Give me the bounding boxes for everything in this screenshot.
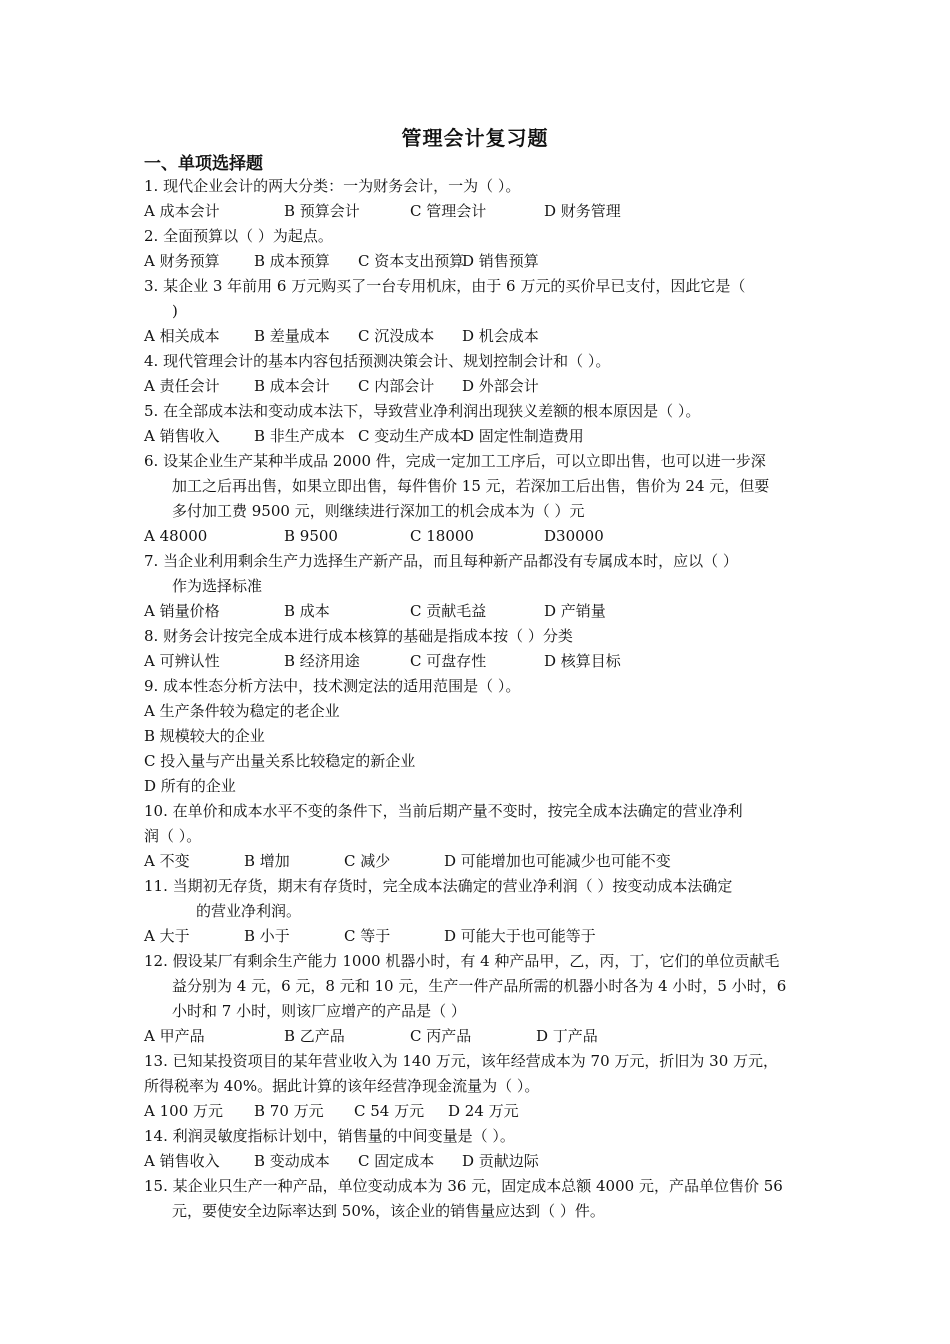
option-b: B 变动成本 [254,1152,330,1170]
option-row [144,374,814,399]
question-6 [144,449,814,549]
option-c: C 固定成本 [358,1152,435,1170]
option-b: B 乙产品 [284,1027,345,1045]
option-c: C 管理会计 [410,202,487,220]
option-d: D 产销量 [544,602,606,620]
option-b: B 9500 [284,527,338,545]
question-7 [144,549,814,624]
question-text-continued: 所得税率为 40%。据此计算的该年经营净现金流量为（ ）。 [144,1077,540,1095]
question-text-continued: 润（ ）。 [144,827,202,845]
option-d: D 丁产品 [536,1027,598,1045]
option-d: D 固定性制造费用 [462,427,584,445]
question-text: 2. 全面预算以（ ）为起点。 [144,227,333,245]
question-text: 4. 现代管理会计的基本内容包括预测决策会计、规划控制会计和（ ）。 [144,352,611,370]
question-text: 7. 当企业利用剩余生产力选择生产新产品，而且每种新产品都没有专属成本时，应以（ ） [144,552,738,570]
question-text: 6. 设某企业生产某种半成品 2000 件，完成一定加工工序后，可以立即出售，也可以进一步深 [144,452,766,470]
option-d: D 所有的企业 [144,777,236,795]
question-text-continued: 多付加工费 9500 元，则继续进行深加工的机会成本为（ ）元 [172,502,585,520]
option-d: D 可能大于也可能等于 [444,927,596,945]
question-text-continued: 元，要使安全边际率达到 50%，该企业的销售量应达到（ ）件。 [172,1202,605,1220]
question-5 [144,399,814,449]
option-b: B 差量成本 [254,327,330,345]
option-a: A 财务预算 [144,252,220,270]
option-b: B 经济用途 [284,652,360,670]
option-a: A 可辨认性 [144,652,220,670]
question-11 [144,874,814,949]
option-c: C 可盘存性 [410,652,487,670]
option-row [144,1149,814,1174]
question-text-continued: 的营业净利润。 [196,902,302,920]
section-heading: 一、单项选择题 [144,154,263,174]
option-b: B 小于 [244,927,290,945]
question-text: 11. 当期初无存货，期末有存货时，完全成本法确定的营业净利润（ ）按变动成本法确定 [144,877,733,895]
option-a: A 48000 [144,527,208,545]
option-a: A 甲产品 [144,1027,205,1045]
question-text: 14. 利润灵敏度指标计划中，销售量的中间变量是（ ）。 [144,1127,515,1145]
question-2 [144,224,814,274]
question-text-continued: 小时和 7 小时，则该厂应增产的产品是（ ） [172,1002,466,1020]
question-text: 8. 财务会计按完全成本进行成本核算的基础是指成本按（ ）分类 [144,627,573,645]
option-d: D 销售预算 [462,252,539,270]
option-c: C 变动生产成本 [358,427,465,445]
option-row [144,324,814,349]
question-text: 12. 假设某厂有剩余生产能力 1000 机器小时，有 4 种产品甲，乙，丙，丁，它们的单位贡献毛 [144,952,780,970]
question-text: 5. 在全部成本法和变动成本法下，导致营业净利润出现狭义差额的根本原因是（ ）。 [144,402,701,420]
option-a: A 100 万元 [144,1102,223,1120]
option-d: D 核算目标 [544,652,621,670]
option-b: B 非生产成本 [254,427,345,445]
option-d: D30000 [544,527,604,545]
question-text-continued: 作为选择标准 [172,577,263,595]
question-text: 3. 某企业 3 年前用 6 万元购买了一台专用机床，由于 6 万元的买价早已支付，因此它是（ [144,277,746,295]
option-a: A 相关成本 [144,327,220,345]
option-c: C 投入量与产出量关系比较稳定的新企业 [144,752,416,770]
option-row [144,599,814,624]
option-row [144,424,814,449]
option-row [144,924,814,949]
question-10 [144,799,814,874]
option-d: D 可能增加也可能减少也可能不变 [444,852,671,870]
option-a: A 销售收入 [144,427,220,445]
option-a: A 大于 [144,927,190,945]
option-c: C 等于 [344,927,391,945]
question-12 [144,949,814,1049]
option-d: D 外部会计 [462,377,539,395]
question-text-continued: 益分别为 4 元，6 元，8 元和 10 元，生产一件产品所需的机器小时各为 4 小时，5 小时，6 [172,977,787,995]
question-8 [144,624,814,674]
option-c: C 资本支出预算 [358,252,465,270]
option-d: D 24 万元 [448,1102,519,1120]
option-b: B 成本 [284,602,330,620]
question-3 [144,274,814,349]
option-c: C 沉没成本 [358,327,435,345]
option-c: C 内部会计 [358,377,435,395]
option-a: A 销售收入 [144,1152,220,1170]
question-list [144,174,814,1224]
option-row [144,1024,814,1049]
option-row [144,649,814,674]
question-9 [144,674,814,799]
question-1 [144,174,814,224]
question-text: 1. 现代企业会计的两大分类：一为财务会计，一为（ ）。 [144,177,521,195]
option-row [144,849,814,874]
option-b: B 成本会计 [254,377,330,395]
option-b: B 70 万元 [254,1102,324,1120]
option-row [144,524,814,549]
question-13 [144,1049,814,1124]
option-c: C 丙产品 [410,1027,472,1045]
option-a: A 生产条件较为稳定的老企业 [144,702,340,720]
question-text-continued: 加工之后再出售，如果立即出售，每件售价 15 元，若深加工后出售，售价为 24 元，但要 [172,477,770,495]
question-text: 13. 已知某投资项目的某年营业收入为 140 万元，该年经营成本为 70 万元，折旧为 30 万元， [144,1052,779,1070]
option-row [144,199,814,224]
option-c: C 减少 [344,852,391,870]
option-b: B 规模较大的企业 [144,727,265,745]
question-4 [144,349,814,399]
document-title: 管理会计复习题 [401,126,549,150]
option-d: D 机会成本 [462,327,539,345]
question-text: 10. 在单价和成本水平不变的条件下，当前后期产量不变时，按完全成本法确定的营业净利 [144,802,743,820]
question-text: 15. 某企业只生产一种产品，单位变动成本为 36 元，固定成本总额 4000 元，产品单位售价 56 [144,1177,783,1195]
option-row [144,249,814,274]
option-a: A 销量价格 [144,602,220,620]
option-b: B 成本预算 [254,252,330,270]
option-row [144,1099,814,1124]
question-text-continued: ) [172,302,178,320]
question-15 [144,1174,814,1224]
option-d: D 贡献边际 [462,1152,539,1170]
option-d: D 财务管理 [544,202,621,220]
question-14 [144,1124,814,1174]
option-a: A 不变 [144,852,190,870]
option-b: B 增加 [244,852,290,870]
option-a: A 责任会计 [144,377,220,395]
question-text: 9. 成本性态分析方法中，技术测定法的适用范围是（ ）。 [144,677,521,695]
option-c: C 贡献毛益 [410,602,487,620]
option-b: B 预算会计 [284,202,360,220]
option-c: C 18000 [410,527,474,545]
option-a: A 成本会计 [144,202,220,220]
option-c: C 54 万元 [354,1102,425,1120]
